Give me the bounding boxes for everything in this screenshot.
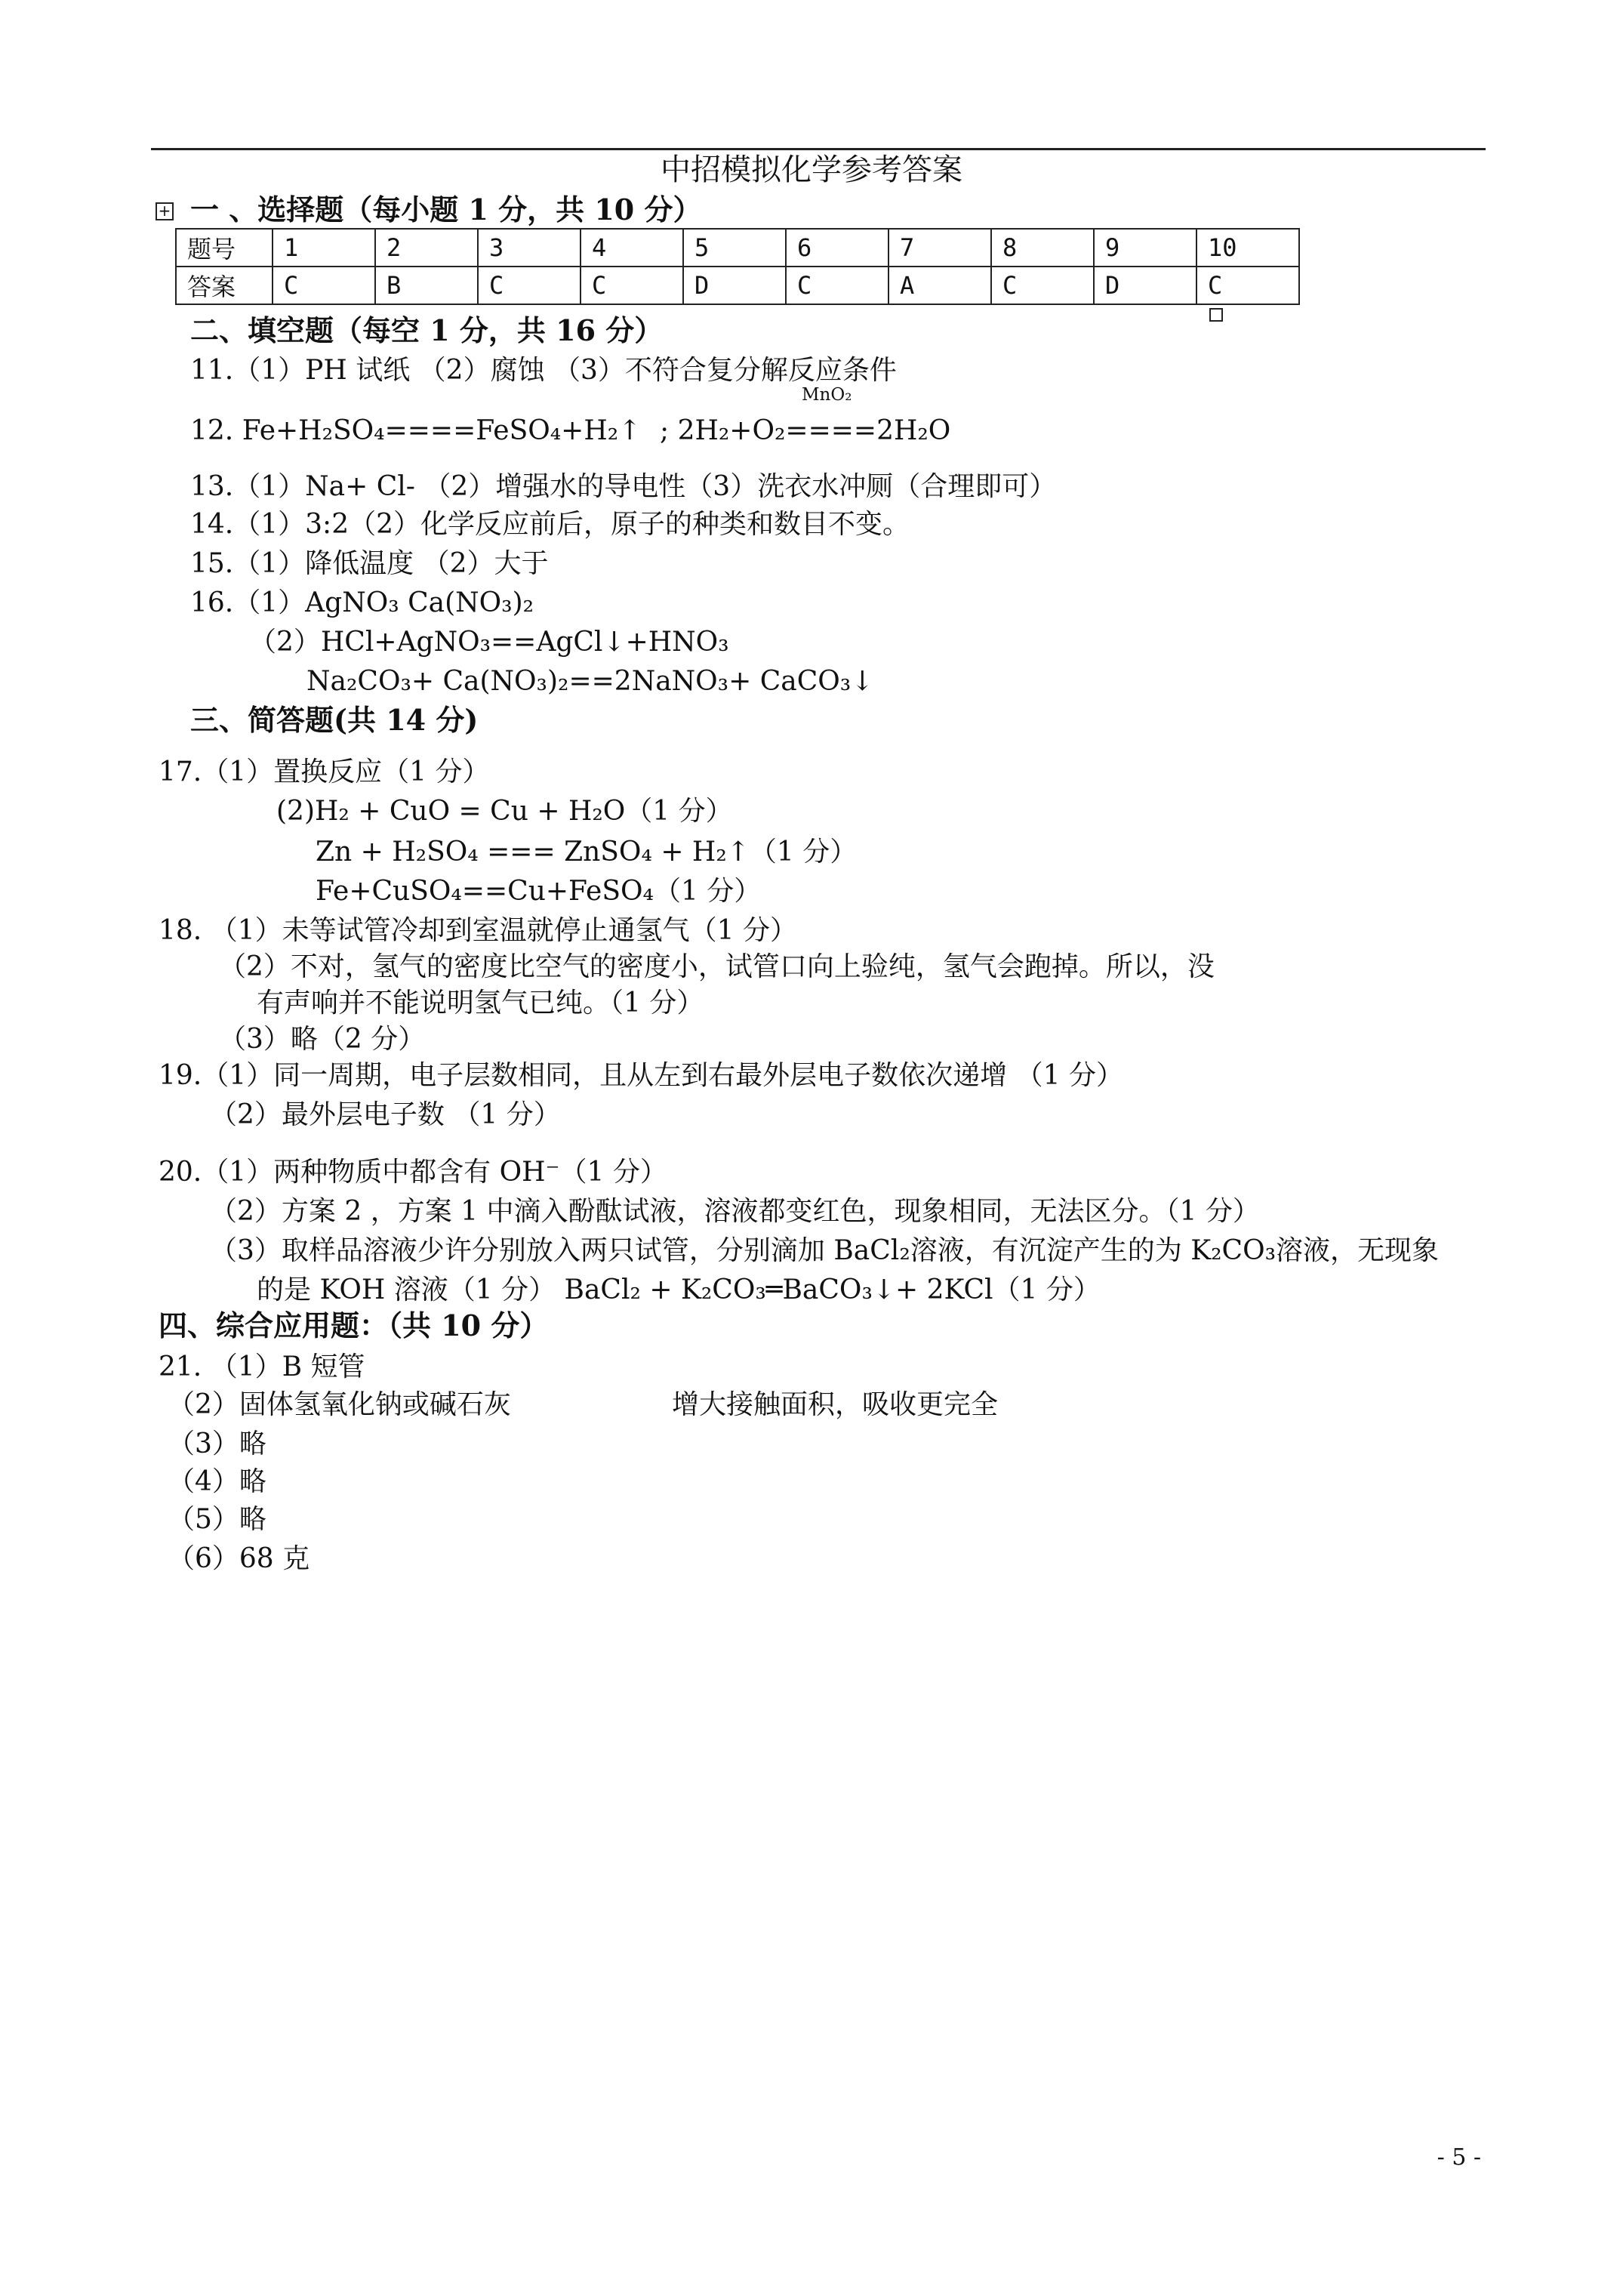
catalyst-label: MnO₂ bbox=[802, 385, 852, 405]
answer-line-16-2: （2）HCl+AgNO₃==AgCl↓+HNO₃ bbox=[249, 627, 729, 658]
question-number: 2 bbox=[375, 229, 478, 267]
answer-line-18: 18. （1）未等试管冷却到室温就停止通氢气（1 分） bbox=[159, 915, 797, 946]
answer-line-11: 11.（1）PH 试纸 （2）腐蚀 （3）不符合复分解反应条件 bbox=[190, 355, 897, 386]
question-number: 5 bbox=[683, 229, 786, 267]
section-heading-comprehensive: 四、综合应用题：（共 10 分） bbox=[159, 1308, 549, 1342]
answer-cell: C bbox=[273, 267, 375, 304]
answer-cell: B bbox=[375, 267, 478, 304]
table-header-label: 题号 bbox=[176, 229, 273, 267]
answer-line-16-3: Na₂CO₃+ Ca(NO₃)₂==2NaNO₃+ CaCO₃↓ bbox=[306, 666, 874, 697]
answer-line-21-2: （2）固体氢氧化钠或碱石灰 bbox=[168, 1389, 511, 1420]
answer-cell: D bbox=[1094, 267, 1196, 304]
question-number: 1 bbox=[273, 229, 375, 267]
answer-cell: C bbox=[478, 267, 581, 304]
answer-line-18-4: （3）略（2 分） bbox=[219, 1024, 426, 1055]
answer-line-12: 12. Fe+H₂SO₄====FeSO₄+H₂↑ bbox=[190, 415, 642, 446]
answer-line-20-4: 的是 KOH 溶液（1 分） BaCl₂ + K₂CO₃═BaCO₃↓+ 2KCl（1 分） bbox=[257, 1274, 1101, 1305]
answer-line-21-4: （4）略 bbox=[168, 1466, 266, 1497]
table-row bbox=[176, 229, 1299, 267]
answer-line-17-2: (2)H₂ + CuO = Cu + H₂O（1 分） bbox=[276, 796, 733, 827]
question-number: 7 bbox=[888, 229, 991, 267]
answer-line-17: 17.（1）置换反应（1 分） bbox=[159, 757, 490, 787]
answer-line-21-5: （5）略 bbox=[168, 1504, 266, 1535]
table-row bbox=[176, 267, 1299, 304]
section-heading-short: 三、简答题(共 14 分) bbox=[190, 703, 479, 737]
page-title: 中招模拟化学参考答案 bbox=[661, 153, 962, 187]
answer-line-21-3: （3）略 bbox=[168, 1428, 266, 1459]
answer-line-20: 20.（1）两种物质中都含有 OH⁻（1 分） bbox=[159, 1157, 667, 1188]
question-number: 9 bbox=[1094, 229, 1196, 267]
answer-line-17-3: Zn + H₂SO₄ === ZnSO₄ + H₂↑（1 分） bbox=[316, 837, 858, 868]
answer-line-20-2: （2）方案 2 ，方案 1 中滴入酚酞试液，溶液都变红色，现象相同，无法区分。（1 分） bbox=[210, 1196, 1260, 1227]
table-resize-handle[interactable] bbox=[1209, 308, 1223, 322]
answer-cell: C bbox=[581, 267, 683, 304]
section-heading-fill: 二、填空题（每空 1 分，共 16 分） bbox=[190, 313, 664, 347]
answer-line-19: 19.（1）同一周期，电子层数相同，且从左到右最外层电子数依次递增 （1 分） bbox=[159, 1060, 1123, 1091]
answer-line-19-2: （2）最外层电子数 （1 分） bbox=[210, 1099, 561, 1130]
answer-line-12-b: ; 2H₂+O₂====2H₂O bbox=[660, 415, 951, 446]
section-heading-choice: 一 、选择题（每小题 1 分，共 10 分） bbox=[190, 193, 702, 227]
answer-line-15: 15.（1）降低温度 （2）大于 bbox=[190, 548, 549, 579]
page-number: - 5 - bbox=[1437, 2144, 1481, 2171]
top-rule bbox=[151, 148, 1486, 150]
answer-line-21-2-b: 增大接触面积，吸收更完全 bbox=[672, 1389, 999, 1420]
answer-line-17-4: Fe+CuSO₄==Cu+FeSO₄（1 分） bbox=[316, 876, 762, 907]
question-number: 10 bbox=[1196, 229, 1299, 267]
answer-line-21-6: （6）68 克 bbox=[168, 1543, 310, 1574]
answer-cell: C bbox=[1196, 267, 1299, 304]
question-number: 3 bbox=[478, 229, 581, 267]
answer-line-18-2: （2）不对，氢气的密度比空气的密度小，试管口向上验纯，氢气会跑掉。所以，没 bbox=[219, 951, 1215, 982]
table-move-handle-icon[interactable]: + bbox=[156, 202, 174, 220]
answer-cell: A bbox=[888, 267, 991, 304]
answer-cell: D bbox=[683, 267, 786, 304]
answer-line-14: 14.（1）3:2（2）化学反应前后，原子的种类和数目不变。 bbox=[190, 509, 910, 540]
answer-line-21: 21. （1）B 短管 bbox=[159, 1351, 365, 1382]
answer-line-20-3: （3）取样品溶液少许分别放入两只试管，分别滴加 BaCl₂溶液，有沉淀产生的为 K₂CO₃溶液，无现象 bbox=[210, 1235, 1440, 1266]
answer-table bbox=[175, 228, 1300, 305]
answer-cell: C bbox=[786, 267, 888, 304]
answer-line-18-3: 有声响并不能说明氢气已纯。（1 分） bbox=[257, 988, 704, 1019]
answer-line-16: 16.（1）AgNO₃ Ca(NO₃)₂ bbox=[190, 587, 534, 618]
answer-line-13: 13.（1）Na+ Cl- （2）增强水的导电性（3）洗衣水冲厕（合理即可） bbox=[190, 471, 1057, 502]
question-number: 8 bbox=[991, 229, 1094, 267]
table-answer-label: 答案 bbox=[176, 267, 273, 304]
question-number: 4 bbox=[581, 229, 683, 267]
answer-cell: C bbox=[991, 267, 1094, 304]
question-number: 6 bbox=[786, 229, 888, 267]
